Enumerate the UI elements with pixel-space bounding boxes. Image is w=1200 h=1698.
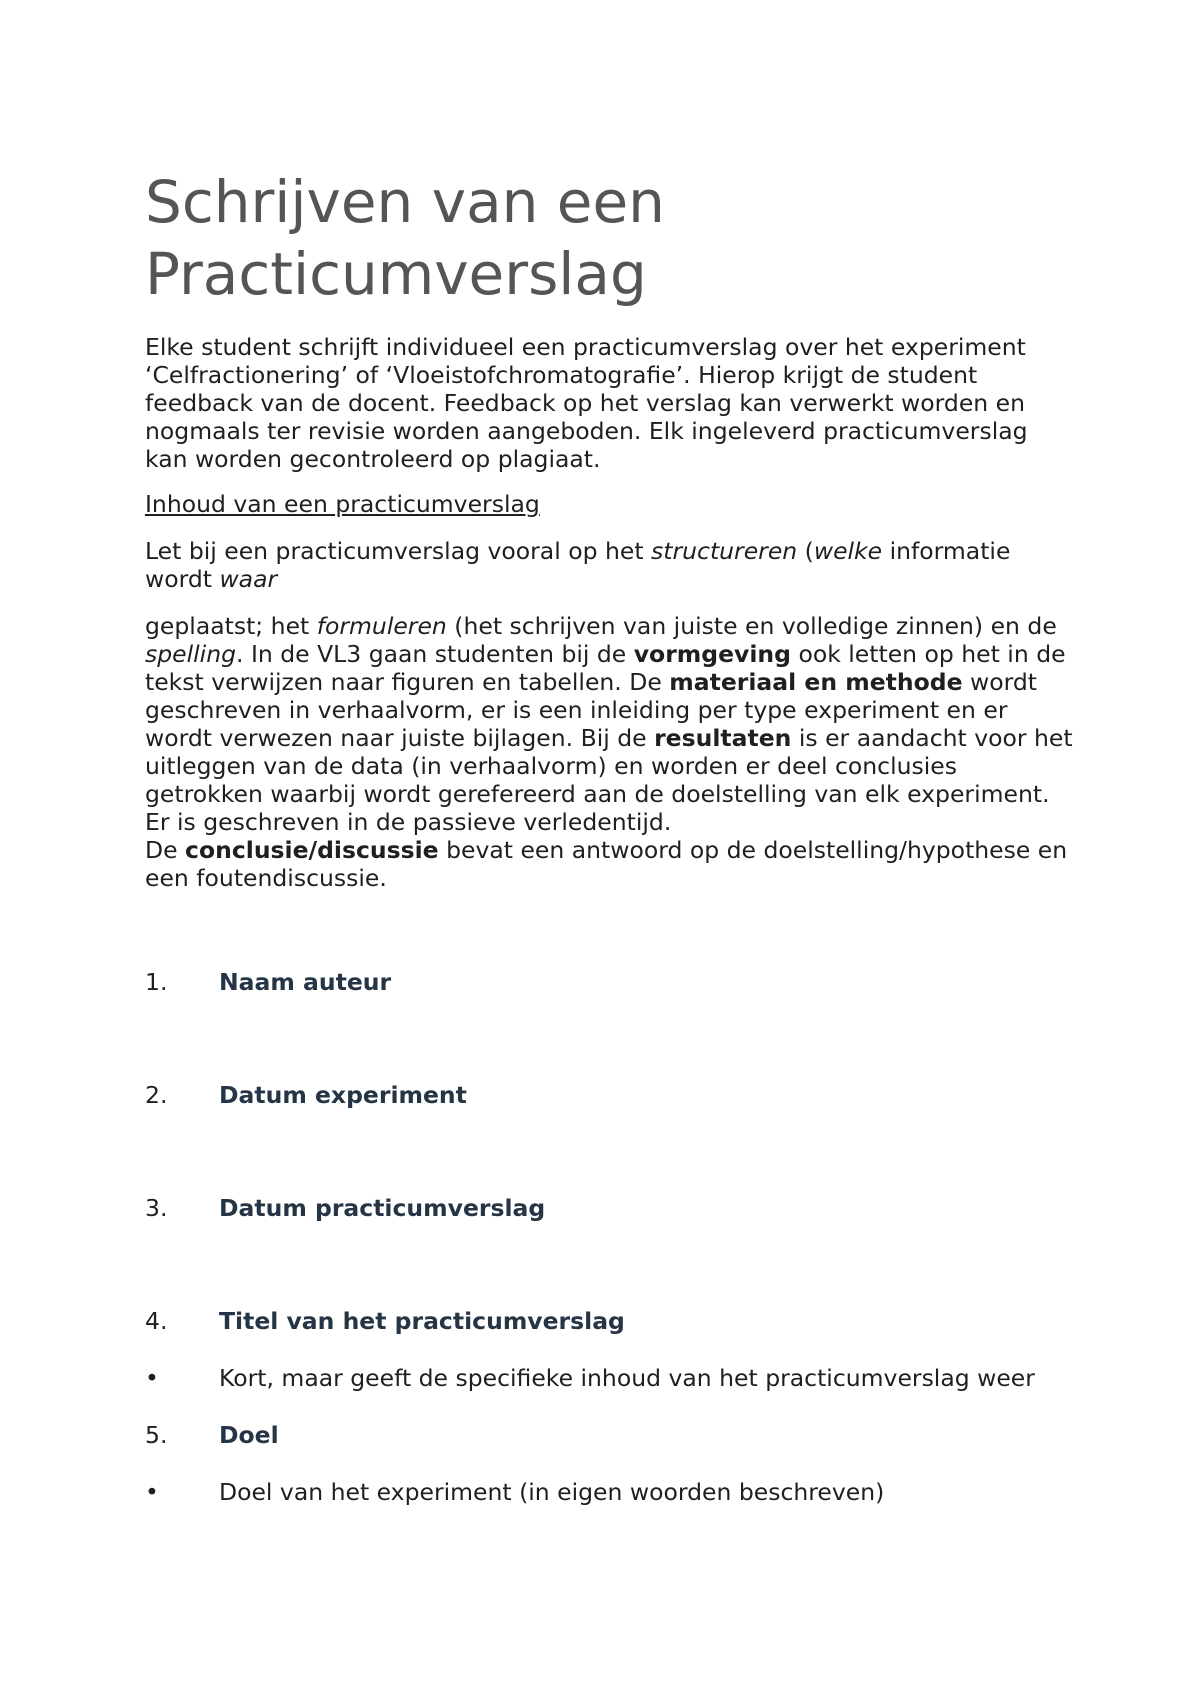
- list-number: 5.: [145, 1421, 168, 1449]
- structure-paragraph: [145, 537, 1075, 593]
- intro-paragraph: Elke student schrijft individueel een practicumverslag over het experiment ‘Celfractionering’ of ‘Vloeistofchromatografie’. Hierop krijgt de student feedback van de docent. Feedback op het verslag kan verwerkt worden en nogmaals ter revisie worden aangeboden. Elk ingeleverd practicumverslag kan worden gecontroleerd op plagiaat.: [145, 333, 1028, 473]
- list-label: Doel: [219, 1421, 279, 1449]
- list-number: 3.: [145, 1194, 168, 1222]
- list-number: 4.: [145, 1307, 168, 1335]
- list-label: Naam auteur: [219, 968, 392, 996]
- text-run: De: [145, 836, 186, 864]
- text-run: . In de VL3 gaan studenten bij de: [236, 640, 634, 668]
- list-number: 1.: [145, 968, 168, 996]
- bold-run: materiaal en methode: [669, 668, 963, 696]
- list-label: Datum experiment: [219, 1081, 467, 1109]
- italic-run: welke: [813, 537, 883, 565]
- text-run: geplaatst; het: [145, 612, 317, 640]
- text-run: ook letten op het in de tekst verwijzen naar figuren en tabellen. De: [145, 640, 1066, 696]
- italic-run: formuleren: [316, 612, 447, 640]
- section-heading: Inhoud van een practicumverslag: [145, 490, 540, 518]
- text-run: informatie wordt: [145, 537, 1011, 593]
- text-run: (het schrijven van juiste en volledige zinnen) en de: [446, 612, 1057, 640]
- bold-run: vormgeving: [633, 640, 791, 668]
- text-run: Let bij een practicumverslag vooral op het: [145, 537, 652, 565]
- italic-run: structureren: [651, 537, 798, 565]
- bullet-text: Doel van het experiment (in eigen woorden beschreven): [219, 1478, 885, 1506]
- bullet-text: Kort, maar geeft de specifieke inhoud van het practicumverslag weer: [219, 1364, 1035, 1392]
- bold-run: conclusie/discussie: [185, 836, 439, 864]
- text-run: is er aandacht voor het uitleggen van de data (in verhaalvorm) en worden er deel conclusies getrokken waarbij wordt gerefereerd aan de doelstelling van elk experiment. Er is geschreven in de passieve verledentijd.: [145, 724, 1073, 836]
- list-number: 2.: [145, 1081, 168, 1109]
- document-title: [145, 166, 1075, 310]
- content-paragraph: [145, 612, 1075, 892]
- document-title-line1: Schrijven van een: [145, 168, 665, 236]
- bullet-icon: •: [145, 1364, 159, 1392]
- bullet-icon: •: [145, 1478, 159, 1506]
- italic-run: waar: [219, 565, 278, 593]
- text-run: bevat een antwoord op de doelstelling/hypothese en een foutendiscussie.: [145, 836, 1068, 892]
- text-run: (: [797, 537, 814, 565]
- italic-run: spelling: [145, 640, 237, 668]
- list-label: Datum practicumverslag: [219, 1194, 546, 1222]
- bold-run: resultaten: [654, 724, 792, 752]
- list-label: Titel van het practicumverslag: [219, 1307, 625, 1335]
- document-title-line2: Practicumverslag: [145, 240, 647, 308]
- text-run: wordt geschreven in verhaalvorm, er is een inleiding per type experiment en er wordt verwezen naar juiste bijlagen. Bij de: [145, 668, 1037, 752]
